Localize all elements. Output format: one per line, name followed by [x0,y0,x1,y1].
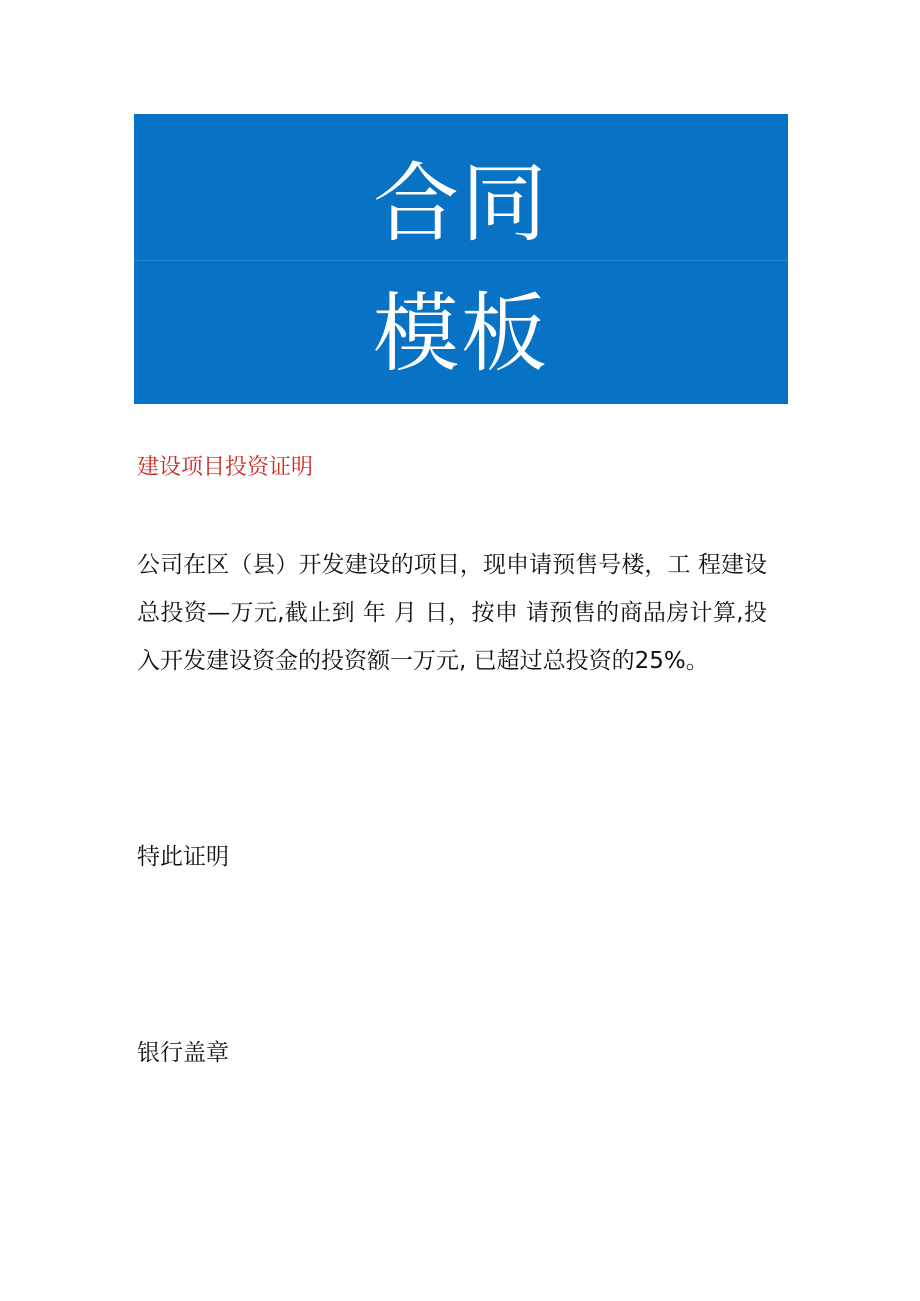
document-title: 建设项目投资证明 [137,455,314,480]
closing-statement: 特此证明 [137,844,229,870]
banner-title-line-1: 合同 [373,154,549,254]
banner-title-line-2: 模板 [373,284,549,384]
document-body: 公司在区（县）开发建设的项目，现申请预售号楼，工 程建设总投资—万元,截止到 年 月 日，按申 请预售的商品房计算,投入开发建设资金的投资额一万元, 已超过总投资的25%。 [137,552,767,674]
banner-divider [134,260,788,261]
cover-banner [134,114,788,404]
bank-seal-line: 银行盖章 [137,1040,229,1066]
